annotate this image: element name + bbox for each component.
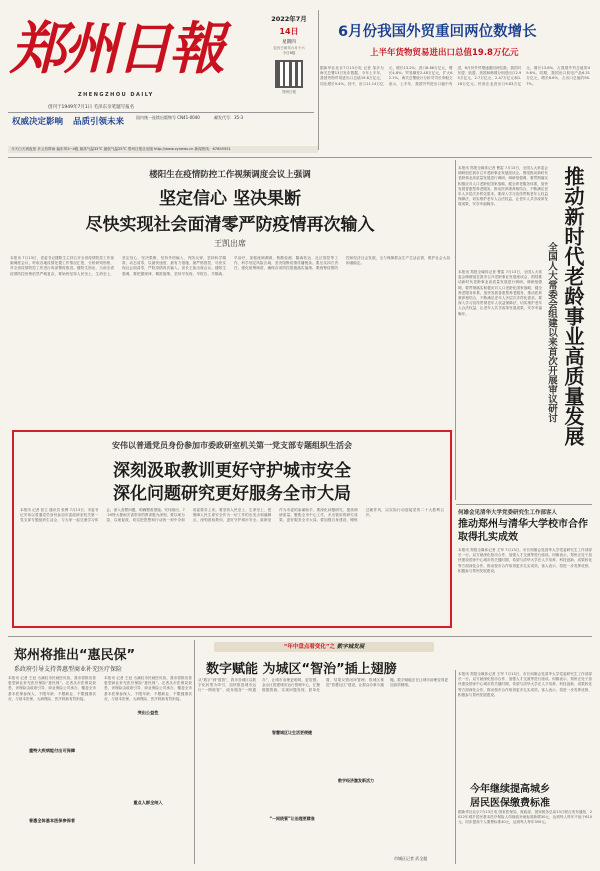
weekday: 星期四 — [282, 40, 296, 45]
right-column — [458, 162, 592, 502]
slogan-a: 权威决定影响 — [12, 117, 64, 127]
digital-sub-1: 智慧城区让生活更便捷 — [262, 730, 322, 736]
top-story — [320, 14, 596, 154]
feature-kicker: 安伟以普通党员身份参加市委政研室机关第一党支部专题组织生活会 — [112, 441, 352, 450]
vertical-headline: 推动新时代老龄事业高质量发展 — [561, 166, 585, 446]
tsinghua-body: 本报讯 郑报全媒体记者 王军 7月13日，市长何雄会见清华大学党委研究生工作部部长一行。双方就深化校市合作、加强人才交流等进行座谈。何雄表示，郑州正处于加快建设国家中心城市的关键时期，希望与清华大学在人才培养、科技创新、成果转化等方面深化合作，推动校市合作取得更多扎实成效。客人表示，将进一步发挥优势，积极参与郑州发展建设。 — [458, 548, 592, 573]
lead-kicker: 楼阳生在疫情防控工作视频调度会议上强调 — [149, 170, 311, 180]
vertical-subhead: 全国人大常委会组建以来首次开展审议研讨 — [546, 242, 557, 423]
lead-story — [8, 162, 452, 412]
minsheng-subhead: 系政府引导支持普惠型商业补充医疗保险 — [14, 666, 123, 673]
edition-count: 今日8版 — [282, 51, 296, 55]
right-column-body-bottom: 本报讯 郑报全媒体记者 曹雷 7月13日，全国人大常委会调研组在我市召开老龄事业发展座谈会，围绕推动新时代老龄事业高质量发展进行调研。调研组强调，要贯彻落实积极应对人口老龄化国家战略，健全养老服务体系，加快发展普惠型养老服务，推动医养康养相结合，不断满足老年人多层次多样化需求。要深入学习宣传贯彻老年人权益保障法，切实维护老年人合法权益，让老年人共享改革发展成果，安享幸福晚年。 — [458, 270, 542, 316]
minsheng-sub-1: 重特大疾病能付出可保障 — [28, 748, 76, 753]
slogan-b: 品质引领未来 — [73, 117, 125, 127]
pension-headline-2: 居民医保缴费标准 — [470, 798, 550, 809]
minsheng-sub-2: 重点人群全纳入 — [133, 800, 163, 805]
minsheng-body-2: 本报讯 记者 王冠 为减轻市民就医负担，我市将推出普惠型商业补充医疗保险“惠民保”。记者从市医保局获悉，该保险由政府引导、商业保险公司承办，覆盖全市基本医保参保人，不限年龄、不限职业、不限健康状况，与基本医保、大病保险、医疗救助有效衔接。 — [104, 676, 192, 701]
top-story-body: 据新华社北京7月13日电 记者 邹多为 海关总署13日发布数据，今年上半年，我国货物贸易进出口总值19.8万亿元，同比增长9.4%。其中，出口11.14万亿元，增长13.2%；进口8.66万亿元，增长4.8%；贸易顺差2.48万亿元，扩大62.1%。海关总署统计分析司司长李魁文表示，上半年，我国外贸进出口稳中有进，6月份外贸增速重回两位数。我国对东盟、欧盟、美国和韩国分别进出口2.95万亿元、2.7万亿元、2.47万亿元和1.18万亿元。民营企业进出口9.83万亿元，增长13.6%，占我国外贸总值的49.6%。同期，我国出口机电产品6.31万亿元，增长8.6%，占出口总值的56.7%。 — [320, 66, 590, 86]
minsheng-headline: 郑州将推出“惠民保” — [14, 648, 136, 663]
digital-kicker — [214, 642, 434, 652]
date-year: 2022年7月 — [271, 15, 307, 23]
digital-story — [198, 640, 452, 866]
postal-code: 邮发代号：35-3 — [214, 115, 244, 120]
digital-body: 从“数字”到“数智”，我市各城区以数字化转型为牵引，加快推进城市运行“一网统管”、政务服务“一网通办”，让城市治理更聪明、更智慧。金水区搭建城市运行管理中心，汇聚数据资源，实现问题发现、派单处置、结果反馈闭环管理；管城区推进“智慧社区”建设，让群众办事少跑腿。数字赋能正在让城市治理变得更加高效精细。 — [198, 678, 448, 693]
date-box — [265, 14, 313, 110]
minsheng-sub-3: 普惠全体基本医保参保者 — [28, 818, 76, 823]
digital-kicker-label: “年中盘点看变化”之 — [283, 644, 335, 650]
right-column-body-top: 本报讯 郑报全媒体记者 曹雷 7月13日，全国人大常委会调研组在我市召开老龄事业发展座谈会，围绕推动新时代老龄事业高质量发展进行调研。调研组强调，要贯彻落实积极应对人口老龄化国家战略，健全养老服务体系，加快发展普惠型养老服务，推动医养康养相结合，不断满足老年人多层次多样化需求。要深入学习宣传贯彻老年人权益保障法，切实维护老年人合法权益，让老年人共享改革发展成果，安享幸福晚年。 — [458, 166, 548, 207]
top-story-subhead: 上半年货物贸易进出口总值19.8万亿元 — [370, 48, 519, 58]
minsheng-body: 本报讯 记者 王冠 为减轻市民就医负担，我市将推出普惠型商业补充医疗保险“惠民保”。记者从市医保局获悉，该保险由政府引导、商业保险公司承办，覆盖全市基本医保参保人，不限年龄、不限职业、不限健康状况，与基本医保、大病保险、医疗救助有效衔接。 — [8, 676, 96, 701]
lead-headline-1: 坚定信心 坚决果断 — [159, 189, 301, 209]
lead-byline: 王凯出席 — [214, 239, 246, 248]
feature-body: 本报讯 记者 张立 通讯员 张博 7月13日，市委书记安伟以普通党员身份参加市委政研室机关第一党支部专题组织生活会，与大家一起交流学习体会，深入查摆问题，明确整改措施。安伟指出，7·20特大暴雨灾害带来的教训极为深刻，要以案为鉴、以案促改，切实把思想和行动统一到中央和省委要求上来。要坚持人民至上、生命至上，把保障人民生命安全作为一切工作的出发点和落脚点，深刻汲取教训，更好守护城市安全。政研室作为市委的参谋助手，要深化问题研究，提高调研质量，聚焦全市中心工作，多出管用的研究成果，更好服务全市大局。要加强自身建设，锤炼过硬作风，以实际行动迎接党的二十大胜利召开。 — [20, 508, 444, 523]
lunar-date: 农历壬寅年六月十六 — [273, 46, 305, 50]
cn-code: 国内统一连续出版物号 CN41-0040 — [136, 115, 200, 120]
tsinghua-headline: 推动郑州与清华大学校市合作取得扎实成效 — [458, 519, 588, 543]
tsinghua-continued: 本报讯 郑报全媒体记者 王军 7月13日，市长何雄会见清华大学党委研究生工作部部长一行。双方就深化校市合作、加强人才交流等进行座谈。何雄表示，郑州正处于加快建设国家中心城市的关键时期，希望与清华大学在人才培养、科技创新、成果转化等方面深化合作，推动校市合作取得更多扎实成效。客人表示，将进一步发挥优势，积极参与郑州发展建设。 — [458, 672, 592, 697]
logo-pinyin: ZHENGZHOU DAILY — [78, 92, 154, 98]
pension-headline-1: 今年继续提高城乡 — [470, 784, 550, 795]
qr-caption: 郑州日报 — [282, 90, 296, 94]
lead-headline-2: 尽快实现社会面清零严防疫情再次输入 — [85, 215, 375, 235]
digital-kicker-series: 数字城发展 — [336, 644, 365, 650]
digital-headline: 数字赋能 为城区“智治”插上翅膀 — [206, 662, 397, 677]
digital-footer: 市城区记者 武全超 — [394, 856, 428, 861]
tsinghua-story — [458, 508, 592, 668]
tsinghua-kicker: 何雄会见清华大学党委研究生工作部客人 — [458, 510, 558, 516]
minsheng-sub-4: 突出公益性 — [137, 710, 159, 715]
minsheng-story — [8, 640, 192, 866]
digital-sub-2: 数字经济激发新活力 — [326, 778, 386, 784]
feature-headline-2: 深化问题研究更好服务全市大局 — [113, 484, 351, 504]
date-day: 14日 — [279, 27, 299, 36]
feature-box — [12, 430, 452, 628]
qr-code[interactable] — [275, 60, 303, 88]
lead-body: 本报讯 7月13日，省委书记楼阳生主持召开全省疫情防控工作视频调度会议，听取各地疫情处置工作情况汇报，分析研判形势，对全省疫情防控工作进行再部署再推进。楼阳生指出，当前全省疫情防控形势依然严峻复杂，要始终坚持人民至上、生命至上，坚定信心、坚决果断，坚持外防输入、内防反弹，坚持科学精准、动态清零，以最快速度、最有力措施、最严格管控，尽快实现社会面清零，严防疫情再次输入。省长王凯出席会议。楼阳生强调，要把握规律、精准施策，坚持早发现、早报告、早隔离、早治疗，加强流调溯源、核酸检测、隔离转运、社区管控等工作，科学划定风险区域，坚决阻断疫情传播链条。要压实四方责任，强化统筹调度，确保各项防控措施落实落细。要统筹疫情防控和经济社会发展，全力保障群众生产生活必需，维护社会大局和谐稳定。 — [10, 256, 450, 276]
top-story-headline: 6月份我国外贸重回两位数增长 — [338, 24, 537, 40]
pension-body: 据新华社北京7月13日电 国家医保局、财政部、国家税务总局13日联合发布通知，2022年城乡居民基本医疗保险人均财政补助标准新增30元，达到每人每年不低于610元，同步提高个人缴费标准40元，达到每人每年350元。 — [458, 810, 592, 825]
founded-note: 创刊于1949年7月1日 毛泽东亲笔题写报名 — [48, 105, 135, 110]
newspaper-logo: 郑州日報 — [10, 16, 222, 82]
digital-sub-3: “一网统管”让治理更精准 — [262, 816, 322, 822]
pension-story — [458, 780, 592, 866]
weather-strip: 今天白天到夜里 多云有阵雨 偏东风3~4级 最高气温33℃ 最低气温25℃ 郑州日报社出版 http://www.zynews.cn 新闻热线：67655551 — [8, 146, 318, 153]
feature-headline-1: 深刻汲取教训更好守护城市安全 — [113, 461, 351, 481]
